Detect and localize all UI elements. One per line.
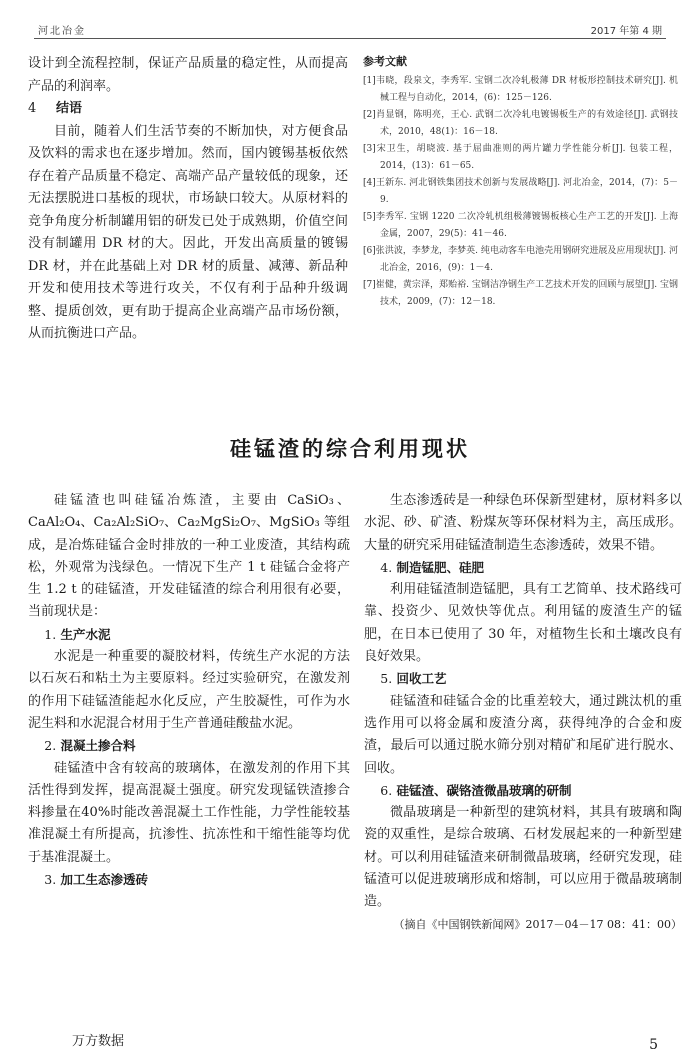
subsection-text: 水泥是一种重要的凝胶材料，传统生产水泥的方法以石灰石和粘土为主要原料。经过实验研究，在激发剂的作用下硅锰渣能起水化反应，产生胶凝性，可作为水泥生料和水泥混合材用于生产普通硅酸盐水泥。 [28,649,350,731]
subsection-heading: 6. 硅锰渣、碳铬渣微晶玻璃的研制 [380,782,572,798]
references-title: 参考文献 [363,55,407,68]
subsection-heading: 5. 回收工艺 [380,671,447,687]
subsection-text: 微晶玻璃是一种新型的建筑材料，其具有玻璃和陶瓷的双重性，是综合玻璃、石材发展起来的一种新型建材。可以利用硅锰渣来研制微晶玻璃，经研究发现，硅锰渣可以促进玻璃形成和熔制，可以应用于微晶玻璃制造。 [364,805,682,910]
page-number: 5 [649,1037,658,1053]
subsection-heading: 1. 生产水泥 [44,626,111,642]
reference-item: [2]肖显钢，陈明亮，王心. 武钢二次冷轧电镀锡板生产的有效途径[J]. 武钢技术，2010，48(1)：16－18. [363,110,678,137]
issue-label: 2017 年第 4 期 [590,26,662,37]
subsection-heading: 4. 制造锰肥、硅肥 [380,559,485,575]
article-title: 硅锰渣的综合利用现状 [230,437,470,461]
reference-item: [4]王新东. 河北钢铁集团技术创新与发展战略[J]. 河北冶金，2014，(7)：5－9. [363,178,678,205]
prev-article-paragraph: 设计到全流程控制，保证产品质量的稳定性，从而提高产品的利润率。 [28,56,348,94]
article-column-right [364,490,682,936]
subsection-text: 硅锰渣和硅锰合金的比重差较大，通过跳汰机的重选作用可以将金属和废渣分离，获得纯净的合金和废渣，最后可以通过脱水筛分别对精矿和尾矿进行脱水、回收。 [364,693,682,776]
journal-name: 河北冶金 [38,26,86,37]
section-heading [28,98,348,121]
watermark: 万方数据 [72,1034,125,1049]
reference-item: [6]张洪波，李梦龙，李梦英. 纯电动客车电池壳用钢研究进展及应用现状[J]. 河北冶金，2016，(9)：1－4. [363,246,678,273]
subsection-text: 利用硅锰渣制造锰肥，具有工艺简单、技术路线可靠、投资少、见效快等优点。利用锰的废渣生产的锰肥，在日本已使用了 30 年，对植物生长和土壤改良有良好效果。 [364,582,682,665]
prev-article-conclusion [28,53,348,346]
subsection-heading: 2. 混凝土掺合料 [44,738,136,754]
page-header [34,18,666,39]
references [363,53,678,311]
reference-item: [1]韦晓，段泉文，李秀军. 宝钢二次冷轧极薄 DR 材板形控制技术研究[J]. 机械工程与自动化，2014，(6)：125－126. [363,76,678,103]
reference-item: [7]崔健，黄宗泽，郑贻裕. 宝钢洁净钢生产工艺技术开发的回顾与展望[J]. 宝钢技术，2009，(7)：12－18. [363,280,678,307]
subsection-text: 生态渗透砖是一种绿色环保新型建材，原材料多以水泥、砂、矿渣、粉煤灰等环保材料为主，高压成形。大量的研究采用硅锰渣制造生态渗透砖，效果不错。 [364,493,682,553]
article-source: （摘自《中国钢铁新闻网》2017－04－17 08：41：00） [393,917,682,931]
article-column-left [28,490,350,891]
section-title: 结语 [56,101,83,116]
subsection-text: 硅锰渣中含有较高的玻璃体，在激发剂的作用下其活性得到发挥，提高混凝土强度。研究发现锰铁渣掺合料掺量在40%时能改善混凝土工作性能，力学性能较基准混凝土有所提高，抗渗性、抗冻性和干缩性能等均优于基准混凝土。 [28,760,350,865]
article-intro: 硅锰渣也叫硅锰冶炼渣，主要由 CaSiO₃、CaAl₂O₄、Ca₂Al₂SiO₇、Ca₂MgSi₂O₇、MgSiO₃ 等组成，是冶炼硅锰合金时排放的一种工业废渣，其结构疏松，外观常为浅绿色。一情况下生产 1 t 硅锰合金将产生 1.2 t 的硅锰渣，开发硅锰渣的综合利用很有必要，当前现状是： [28,493,350,620]
section-number: 4 [28,101,37,116]
reference-item: [3]宋卫生，胡晓波. 基于屈曲准则的两片罐力学性能分析[J]. 包装工程，2014，(13)：61－65. [363,144,678,171]
conclusion-paragraph: 目前，随着人们生活节奏的不断加快，对方便食品及饮料的需求也在逐步增加。然而，国内镀锡基板依然存在着产品质量不稳定、高端产品产量较低的现象，还无法摆脱进口基板的现状，市场缺口较大。从原材料的竞争角度分析制罐用铝的研发已处于成熟期，价值空间没有制罐用 DR 材的大。因此，开发出高质量的镀锡 DR 材，并在此基础上对 DR 材的质量、减薄、新品种开发和使用技术等进行攻关，不仅有利于品种升级调整、提质创效，更有助于提高企业高端产品市场份额，从而抗衡进口产品。 [28,123,348,341]
reference-item: [5]李秀军. 宝钢 1220 二次冷轧机组极薄镀锡板核心生产工艺的开发[J]. 上海金属，2007，29(5)：41－46. [363,212,678,239]
subsection-heading: 3. 加工生态渗透砖 [44,872,149,888]
